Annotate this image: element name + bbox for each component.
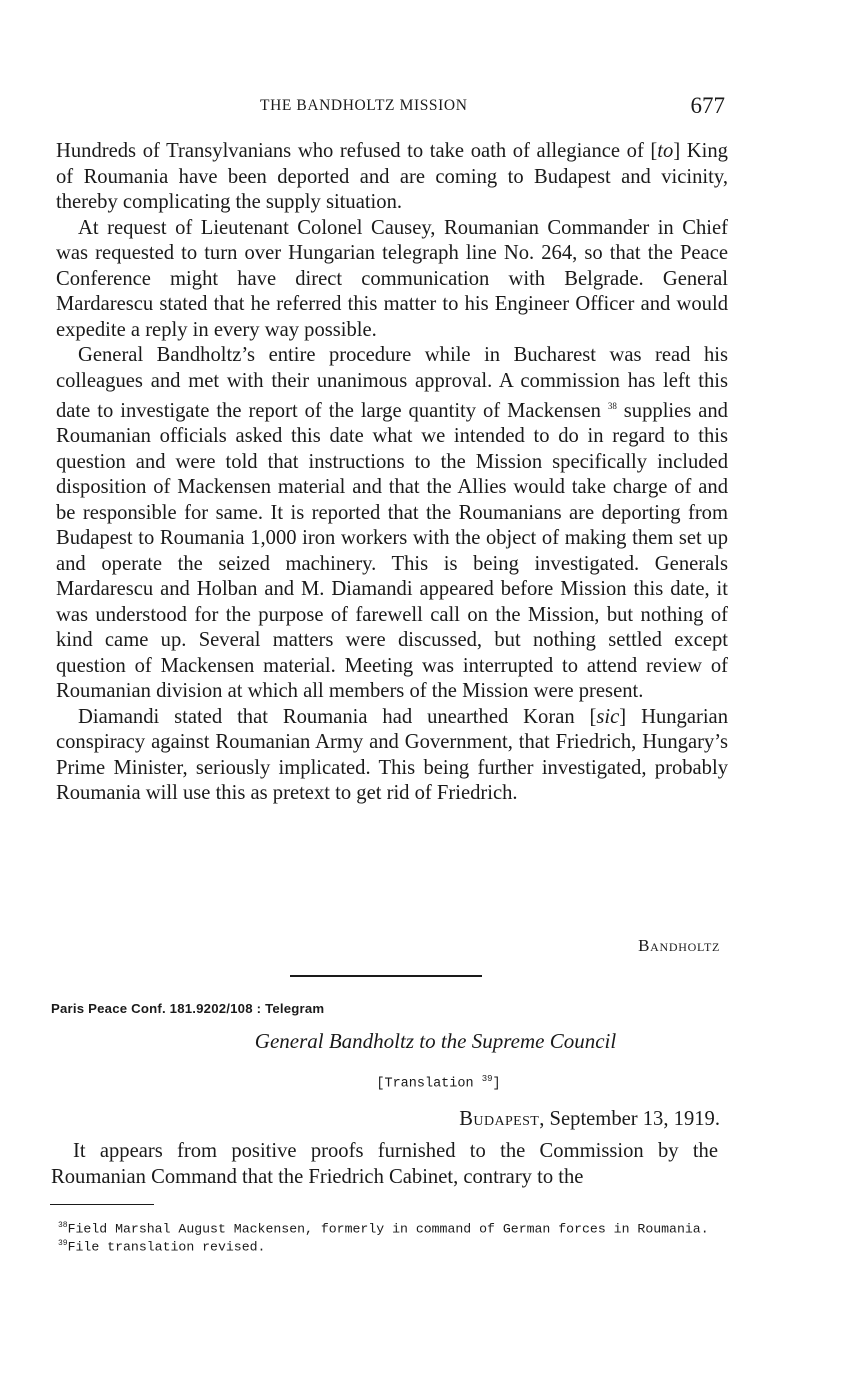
- opening-paragraph: It appears from positive proofs furnished to the Commission by the Roumanian Command that the Friedrich Cabinet, contrary to the: [51, 1140, 718, 1188]
- footnotes: [48, 1218, 718, 1255]
- document-reference: Paris Peace Conf. 181.9202/108 : Telegram: [51, 1001, 325, 1016]
- running-title: THE BANDHOLTZ MISSION: [260, 97, 468, 114]
- document-title: General Bandholtz to the Supreme Council: [254, 1029, 617, 1053]
- footnote-38: $^{38}$Field Marshal August Mackensen, formerly in command of German forces in Roumania.: [58, 1221, 709, 1237]
- paragraph-2: At request of Lieutenant Colonel Causey, Roumanian Commander in Chief was requested to turn over Hungarian telegraph line No. 264, so that the Peace Conference might have direct communication with Belgrade. General Mardarescu stated that he referred this matter to his Engineer Officer and would expedite a reply in every way possible.: [56, 216, 728, 341]
- page-number: 677: [690, 93, 725, 118]
- paragraph-4: [56, 705, 728, 807]
- editorial-insertion: to: [657, 140, 674, 162]
- dateline-date: , September 13, 1919.: [539, 1108, 720, 1130]
- dateline: [459, 1108, 720, 1131]
- footnote-reference: 39: [481, 1074, 493, 1084]
- paragraph-text: Hundreds of Transylvanians who refused to take oath of allegiance of [: [56, 140, 658, 162]
- paragraph-1: [56, 139, 728, 216]
- dateline-place: Budapest: [459, 1108, 540, 1130]
- section-divider: [290, 975, 482, 977]
- paragraph-3: [56, 343, 728, 705]
- paragraph-text: Diamandi stated that Roumania had unearthed Koran [: [78, 705, 597, 728]
- running-head: [55, 93, 725, 123]
- paragraph-text: General Bandholtz’s entire procedure while in Bucharest was read his colleagues and met with their unanimous approval. A commission has left this date to investigate the report of the large quantity of Mackensen: [56, 344, 728, 422]
- telegram-opening: [51, 1139, 718, 1190]
- signature: Bandholtz: [638, 936, 720, 955]
- paragraph-text: ] Hungarian conspiracy against Roumanian Army and Government, that Friedrich, Hungary’s Prime Minister, seriously implicated. This being further investigated, probably Roumania will use this as pretext to get rid of Friedrich.: [56, 705, 728, 805]
- footnote-reference: 38: [607, 401, 617, 411]
- editorial-insertion: sic: [596, 705, 620, 728]
- footnote-divider: [50, 1204, 154, 1205]
- translation-note: [Translation $^{39}$]: [376, 1074, 501, 1092]
- footnote-39: $^{39}$File translation revised.: [58, 1239, 266, 1255]
- paragraph-text: ] King of Roumania have been deported and are coming to Budapest and vicinity, thereby complicating the supply situation.: [56, 140, 728, 213]
- paragraph-text: supplies and Roumanian officials asked this date what we intended to do in regard to this question and were told that instructions to the Mission specifically included disposition of Mackensen material and that the Allies would take charge of and be responsible for same. It is reported that the Roumanians are deporting from Budapest to Roumania 1,000 iron workers with the object of making them set up and operate the seized machinery. This is being investigated. Generals Mardarescu and Holban and M. Diamandi appeared before Mission this date, it was understood for the purpose of farewell call on the Mission, but nothing of kind came up. Several matters were discussed, but nothing settled except question of Mackensen material. Meeting was interrupted to attend review of Roumanian division at which all members of the Mission were present.: [56, 399, 728, 703]
- telegram-body: [56, 139, 728, 807]
